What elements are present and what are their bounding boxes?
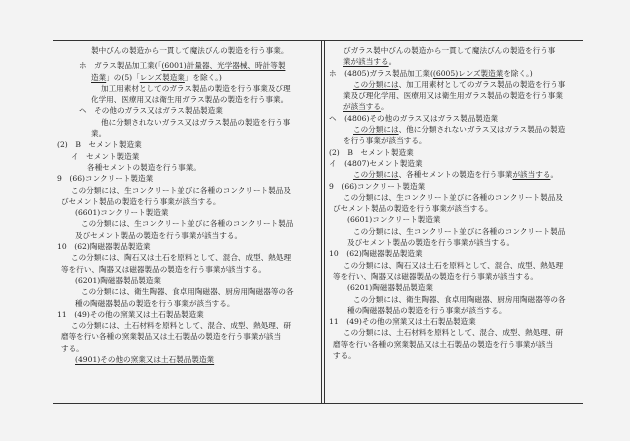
text-line xyxy=(329,248,581,259)
text-line xyxy=(57,72,319,83)
text-segment: ホ (4805)ガラス製品加工業( xyxy=(329,68,433,78)
text-segment: 、他に分類されないガラス又はガラス製品の製造 xyxy=(398,125,566,135)
text-segment: 。 xyxy=(380,102,389,112)
text-segment: を除く。) xyxy=(503,68,533,78)
text-line xyxy=(329,101,581,112)
text-line xyxy=(329,226,581,237)
text-line xyxy=(329,294,581,305)
text-segment: びセメント製品の製造を行う事業が該当する。 xyxy=(61,196,221,206)
column-divider-double xyxy=(324,41,325,403)
text-segment: この分類には、陶石又は土石を原料として、混合、成型、熱処理 xyxy=(343,260,564,270)
text-line xyxy=(329,339,581,350)
text-segment: (6201)陶磁器製品製造業 xyxy=(347,283,433,293)
underlined-text: (6001)計量器、光学器械、時計等製 xyxy=(161,61,286,71)
text-segment: ヘ その他のガラス又はガラス製品製造業 xyxy=(79,106,223,116)
left-column xyxy=(57,45,319,401)
text-line xyxy=(57,94,319,105)
underlined-text: この分類には xyxy=(353,170,399,180)
text-line xyxy=(57,252,319,263)
text-segment: (2) B セメント製造業 xyxy=(329,147,414,157)
text-segment: 10 (62)陶磁器製品製造業 xyxy=(57,242,151,252)
text-segment: 化学用、医療用又は衛生用ガラス製品の製造を行う事業。 xyxy=(91,95,289,105)
text-segment: イ (4807)セメント製造業 xyxy=(329,158,423,168)
text-line xyxy=(57,207,319,218)
text-line xyxy=(329,79,581,90)
text-segment: 業。 xyxy=(91,129,107,139)
text-segment: この分類には、土石材料を原料として、混合、成型、熱処理、研 xyxy=(71,321,292,331)
text-segment: びガラス製中びんの製造から一貫して魔法びんの製造を行う事 xyxy=(343,46,556,55)
text-line xyxy=(329,124,581,135)
text-line xyxy=(329,68,581,79)
text-segment: 種の陶磁器製品の製造を行う事業が該当する。 xyxy=(75,298,235,308)
text-segment: 9 (66)コンクリート製造業 xyxy=(329,181,426,191)
right-column xyxy=(329,45,581,401)
underlined-text: が該当する xyxy=(512,170,551,180)
text-line xyxy=(329,158,581,169)
text-line xyxy=(329,203,581,214)
text-line xyxy=(57,309,319,320)
text-line xyxy=(57,128,319,139)
text-segment: ヘ (4806)その他のガラス又はガラス製品製造業 xyxy=(329,113,499,123)
text-segment: 種の陶磁器製品の製造を行う事業が該当する。 xyxy=(347,305,507,315)
text-line xyxy=(329,305,581,316)
underlined-text: この分類には xyxy=(353,125,399,135)
text-segment: イ セメント製造業 xyxy=(71,151,140,161)
text-segment: する。 xyxy=(333,351,356,361)
text-line xyxy=(329,237,581,248)
text-segment: 。 xyxy=(388,57,397,67)
text-segment: この分類には、衛生陶器、食卓用陶磁器、厨房用陶磁器等の各 xyxy=(81,287,294,297)
text-line xyxy=(57,185,319,196)
text-segment: 11 (49)その他の窯業又は土石製品製造業 xyxy=(57,309,204,319)
text-line xyxy=(329,271,581,282)
text-line xyxy=(57,331,319,342)
text-line xyxy=(57,173,319,184)
text-segment: 等を行い、陶器又は磁器製品の製造を行う事業が該当する。 xyxy=(333,271,539,281)
text-line xyxy=(57,162,319,173)
text-segment: 磨等を行い各種の窯業製品又は土石製品の製造を行う事業が該当 xyxy=(61,332,282,342)
text-line xyxy=(329,192,581,203)
text-line xyxy=(329,316,581,327)
text-line xyxy=(57,343,319,354)
text-segment: 」の(5)「 xyxy=(106,72,140,82)
text-line xyxy=(57,105,319,116)
text-line xyxy=(57,275,319,286)
text-line xyxy=(57,60,319,71)
text-segment: (2) B セメント製造業 xyxy=(57,140,142,150)
text-line xyxy=(57,139,319,150)
text-line xyxy=(57,286,319,297)
underlined-text: (4901)その他の窯業又は土石製品製造業 xyxy=(75,355,215,365)
text-segment: 等を行い、陶器又は磁器製品の製造を行う事業が該当する。 xyxy=(61,264,267,274)
text-line xyxy=(329,45,581,56)
text-line xyxy=(329,214,581,225)
text-line xyxy=(329,56,581,67)
text-line xyxy=(329,350,581,361)
column-divider xyxy=(321,41,322,403)
text-segment: 及びセメント製品の製造を行う事業が該当する。 xyxy=(347,238,515,248)
text-line xyxy=(57,117,319,128)
text-segment: この分類には、生コンクリート並びに各種のコンクリート製品及 xyxy=(71,185,291,195)
text-line xyxy=(57,230,319,241)
comparison-table xyxy=(53,40,583,404)
text-line xyxy=(329,90,581,101)
text-line xyxy=(57,45,319,56)
text-segment: この分類には、衛生陶器、食卓用陶磁器、厨房用陶磁器等の各 xyxy=(353,294,566,304)
text-line xyxy=(329,260,581,271)
text-line xyxy=(57,241,319,252)
text-line xyxy=(329,147,581,158)
text-segment: この分類には、生コンクリート並びに各種のコンクリート製品及 xyxy=(343,192,563,202)
underlined-text: レンズ製造業 xyxy=(139,72,185,82)
text-line xyxy=(57,264,319,275)
text-line xyxy=(329,113,581,124)
text-line xyxy=(57,196,319,207)
text-line xyxy=(329,181,581,192)
text-line xyxy=(57,218,319,229)
text-line xyxy=(57,298,319,309)
text-line xyxy=(329,169,581,180)
text-segment: (6601)コンクリート製造業 xyxy=(75,208,169,218)
text-segment: 他に分類されないガラス又はガラス製品の製造を行う事 xyxy=(101,117,291,127)
text-line xyxy=(57,354,319,365)
text-segment: 。 xyxy=(550,170,559,180)
text-segment: ホ ガラス製品加工業(「 xyxy=(79,61,162,71)
text-segment: この分類には、陶石又は土石を原料として、混合、成型、熱処理 xyxy=(71,253,292,263)
text-segment: (6201)陶磁器製品製造業 xyxy=(75,275,161,285)
text-segment: 加工用素材としてのガラス製品の製造を行う事業及び理 xyxy=(101,83,291,93)
text-line xyxy=(329,282,581,293)
text-segment: する。 xyxy=(61,343,84,353)
text-line xyxy=(329,135,581,146)
text-segment: この分類には、土石材料を原料として、混合、成型、熱処理、研 xyxy=(343,328,564,338)
text-segment: 11 (49)その他の窯業又は土石製品製造業 xyxy=(329,317,476,327)
underlined-text: が該当する xyxy=(343,102,381,112)
text-segment: 各種セメントの製造を行う事業。 xyxy=(87,162,201,172)
text-line xyxy=(57,151,319,162)
text-segment: (6601)コンクリート製造業 xyxy=(347,215,441,225)
text-segment: 、各種セメントの製造を行う事業 xyxy=(398,170,513,180)
text-line xyxy=(57,83,319,94)
text-segment: 、加工用素材としてのガラス製品の製造を行う事 xyxy=(398,79,566,89)
underlined-text: この分類には xyxy=(353,79,399,89)
text-segment: 業及び理化学用、医療用又は衛生用ガラス製品の製造を行う事業 xyxy=(343,91,563,101)
text-segment: 9 (66)コンクリート製造業 xyxy=(57,174,154,184)
text-segment: 10 (62)陶磁器製品製造業 xyxy=(329,249,423,259)
text-segment: この分類には、生コンクリート並びに各種のコンクリート製品 xyxy=(353,226,566,236)
text-segment: この分類には、生コンクリート並びに各種のコンクリート製品 xyxy=(81,219,294,229)
text-line xyxy=(57,320,319,331)
underlined-text: 業が該当する xyxy=(343,57,389,67)
underlined-text: (6005)レンズ製造業 xyxy=(432,68,504,78)
text-line xyxy=(329,327,581,338)
text-segment: 」を除く。) xyxy=(184,72,222,82)
text-segment: 及びセメント製品の製造を行う事業が該当する。 xyxy=(75,230,243,240)
text-segment: 磨等を行い各種の窯業製品又は土石製品の製造を行う事業が該当 xyxy=(333,339,554,349)
text-segment: 製中びんの製造から一貫して魔法びんの製造を行う事業。 xyxy=(91,46,289,55)
text-segment: を行う事業が該当する。 xyxy=(343,136,427,146)
underlined-text: 造業 xyxy=(91,72,107,82)
text-segment: びセメント製品の製造を行う事業が該当する。 xyxy=(333,204,493,214)
